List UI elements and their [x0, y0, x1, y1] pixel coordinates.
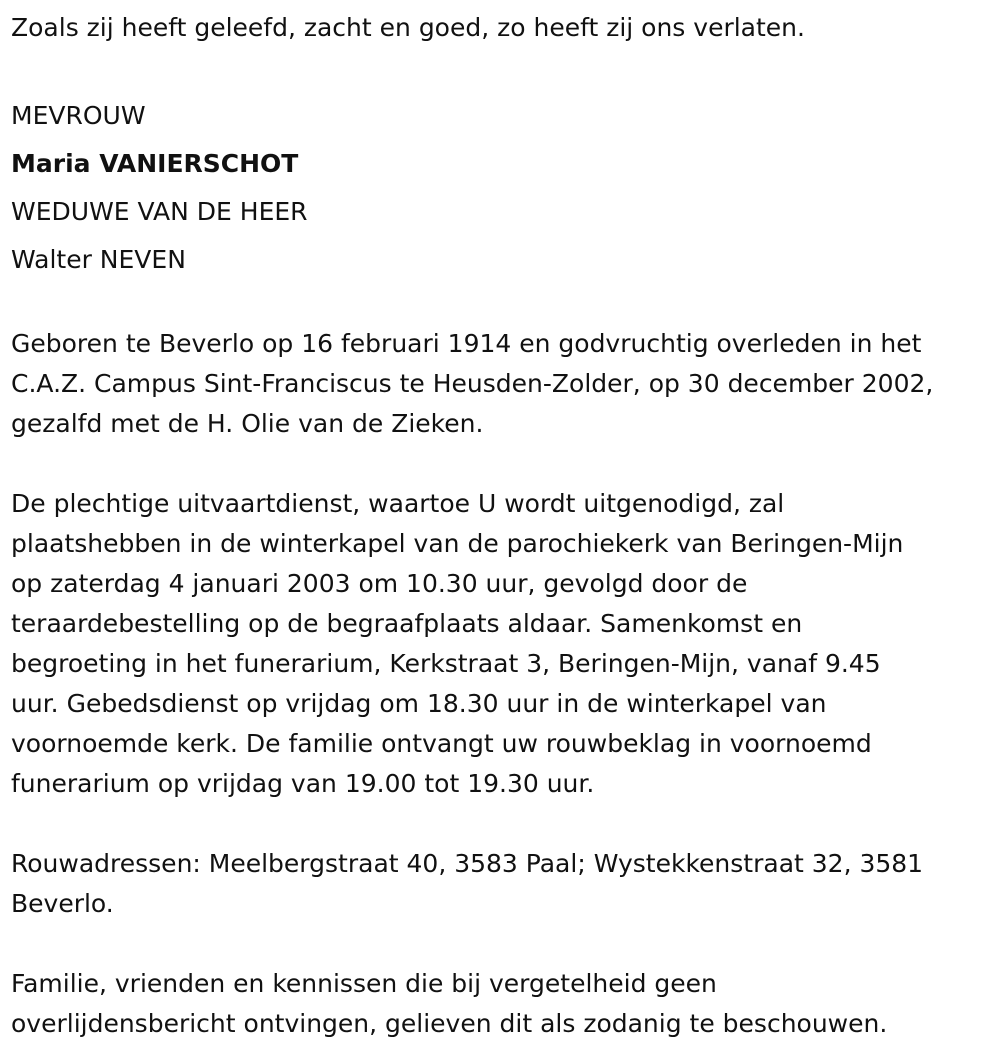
paragraph-line: plaatshebben in de winterkapel van de parochiekerk van Beringen-Mijn [11, 529, 904, 558]
address-paragraph [11, 844, 991, 924]
spacer [11, 924, 991, 964]
obituary-notice [11, 4, 991, 1044]
paragraph-line: gezalfd met de H. Olie van de Zieken. [11, 409, 484, 438]
paragraph-line: Beverlo. [11, 889, 114, 918]
paragraph-line: begroeting in het funerarium, Kerkstraat 3, Beringen-Mijn, vanaf 9.45 [11, 649, 881, 678]
deceased-name: Maria VANIERSCHOT [11, 149, 299, 178]
paragraph-line: Familie, vrienden en kennissen die bij vergetelheid geen [11, 969, 717, 998]
title: MEVROUW [11, 101, 146, 130]
birth-death-paragraph [11, 324, 991, 444]
paragraph-line: teraardebestelling op de begraafplaats aldaar. Samenkomst en [11, 609, 803, 638]
paragraph-line: voornoemde kerk. De familie ontvangt uw rouwbeklag in voornoemd [11, 729, 872, 758]
paragraph-line: funerarium op vrijdag van 19.00 tot 19.30 uur. [11, 769, 595, 798]
paragraph-line: overlijdensbericht ontvingen, gelieven dit als zodanig te beschouwen. [11, 1009, 888, 1038]
paragraph-line: op zaterdag 4 januari 2003 om 10.30 uur, gevolgd door de [11, 569, 748, 598]
funeral-paragraph [11, 484, 991, 804]
closing-paragraph [11, 964, 991, 1044]
spacer [11, 284, 991, 324]
spacer [11, 804, 991, 844]
spouse-name: Walter NEVEN [11, 245, 186, 274]
spacer [11, 52, 991, 92]
paragraph-line: uur. Gebedsdienst op vrijdag om 18.30 uur in de winterkapel van [11, 689, 827, 718]
relation: WEDUWE VAN DE HEER [11, 197, 308, 226]
paragraph-line: C.A.Z. Campus Sint-Franciscus te Heusden-Zolder, op 30 december 2002, [11, 369, 934, 398]
paragraph-line: Rouwadressen: Meelbergstraat 40, 3583 Paal; Wystekkenstraat 32, 3581 [11, 849, 924, 878]
spacer [11, 444, 991, 484]
paragraph-line: De plechtige uitvaartdienst, waartoe U wordt uitgenodigd, zal [11, 489, 785, 518]
paragraph-line: Geboren te Beverlo op 16 februari 1914 en godvruchtig overleden in het [11, 329, 922, 358]
motto: Zoals zij heeft geleefd, zacht en goed, zo heeft zij ons verlaten. [11, 13, 805, 42]
